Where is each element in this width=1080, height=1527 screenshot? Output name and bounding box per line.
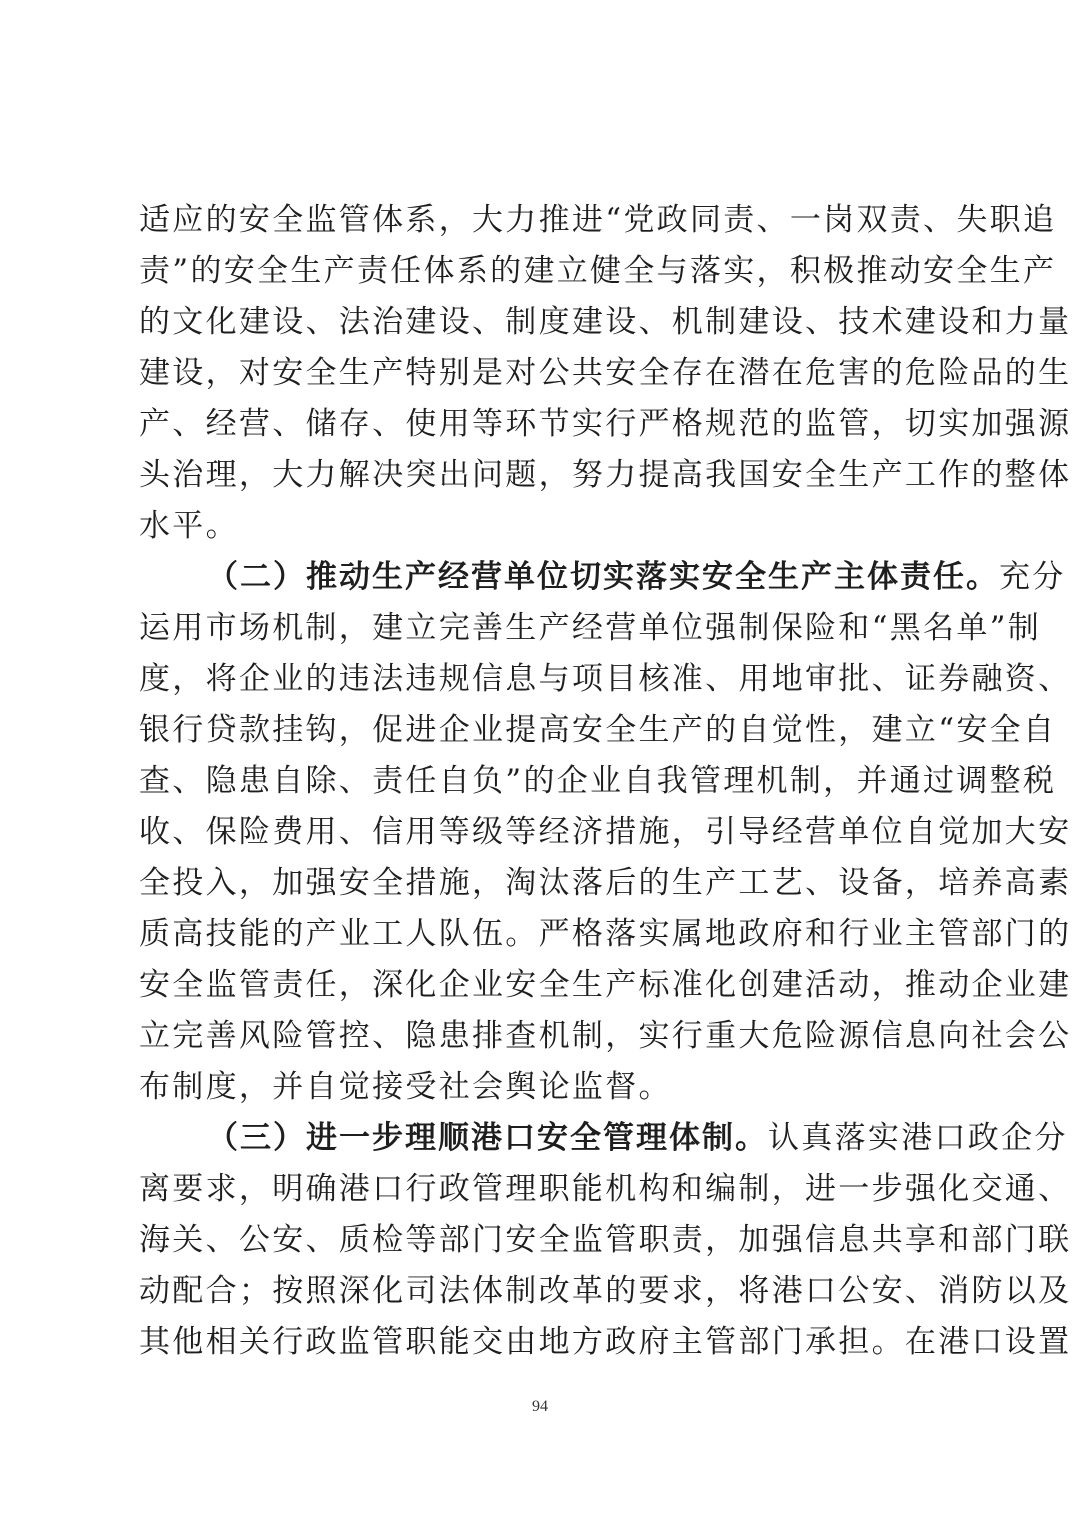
paragraph-1 <box>139 195 1072 552</box>
text-line: 离要求，明确港口行政管理职能机构和编制，进一步强化交通、 <box>139 1171 1072 1207</box>
text-line: 全投入，加强安全措施，淘汰落后的生产工艺、设备，培养高素 <box>139 865 1072 901</box>
text-line: 水平。 <box>139 508 239 544</box>
text-line: 立完善风险管控、隐患排查机制，实行重大危险源信息向社会公 <box>139 1018 1072 1054</box>
section-heading-2: （二）推动生产经营单位切实落实安全生产主体责任。 <box>207 559 999 595</box>
text-line: 质高技能的产业工人队伍。严格落实属地政府和行业主管部门的 <box>139 916 1072 952</box>
paragraph-first-line <box>139 1113 1068 1164</box>
text-line: 责”的安全生产责任体系的建立健全与落实，积极推动安全生产 <box>139 253 1057 289</box>
text-line: 建设，对安全生产特别是对公共安全存在潜在危害的危险品的生 <box>139 355 1072 391</box>
section-heading-3: （三）进一步理顺港口安全管理体制。 <box>207 1120 768 1156</box>
text-line: 运用市场机制，建立完善生产经营单位强制保险和“黑名单”制 <box>139 610 1042 646</box>
text-line: 的文化建设、法治建设、制度建设、机制建设、技术建设和力量 <box>139 304 1072 340</box>
paragraph-2 <box>139 552 1072 1113</box>
paragraph-first-line <box>139 552 1066 603</box>
text-line: 适应的安全监管体系，大力推进“党政同责、一岗双责、失职追 <box>139 202 1057 238</box>
text-fragment: 认真落实港口政企分 <box>768 1120 1068 1156</box>
text-line: 其他相关行政监管职能交由地方政府主管部门承担。在港口设置 <box>139 1324 1072 1360</box>
text-line: 收、保险费用、信用等级等经济措施，引导经营单位自觉加大安 <box>139 814 1072 850</box>
text-fragment: 充分 <box>999 559 1066 595</box>
text-line: 银行贷款挂钩，促进企业提高安全生产的自觉性，建立“安全自 <box>139 712 1057 748</box>
paragraph-3 <box>139 1113 1072 1368</box>
text-line: 安全监管责任，深化企业安全生产标准化创建活动，推动企业建 <box>139 967 1072 1003</box>
text-line: 度，将企业的违法违规信息与项目核准、用地审批、证券融资、 <box>139 661 1072 697</box>
body-text <box>139 195 1072 1368</box>
text-line: 布制度，并自觉接受社会舆论监督。 <box>139 1069 672 1105</box>
text-line: 产、经营、储存、使用等环节实行严格规范的监管，切实加强源 <box>139 406 1072 442</box>
text-line: 查、隐患自除、责任自负”的企业自我管理机制，并通过调整税 <box>139 763 1057 799</box>
page-number: 94 <box>532 1398 548 1415</box>
text-line: 海关、公安、质检等部门安全监管职责，加强信息共享和部门联 <box>139 1222 1072 1258</box>
text-line: 头治理，大力解决突出问题，努力提高我国安全生产工作的整体 <box>139 457 1072 493</box>
text-line: 动配合；按照深化司法体制改革的要求，将港口公安、消防以及 <box>139 1273 1072 1309</box>
